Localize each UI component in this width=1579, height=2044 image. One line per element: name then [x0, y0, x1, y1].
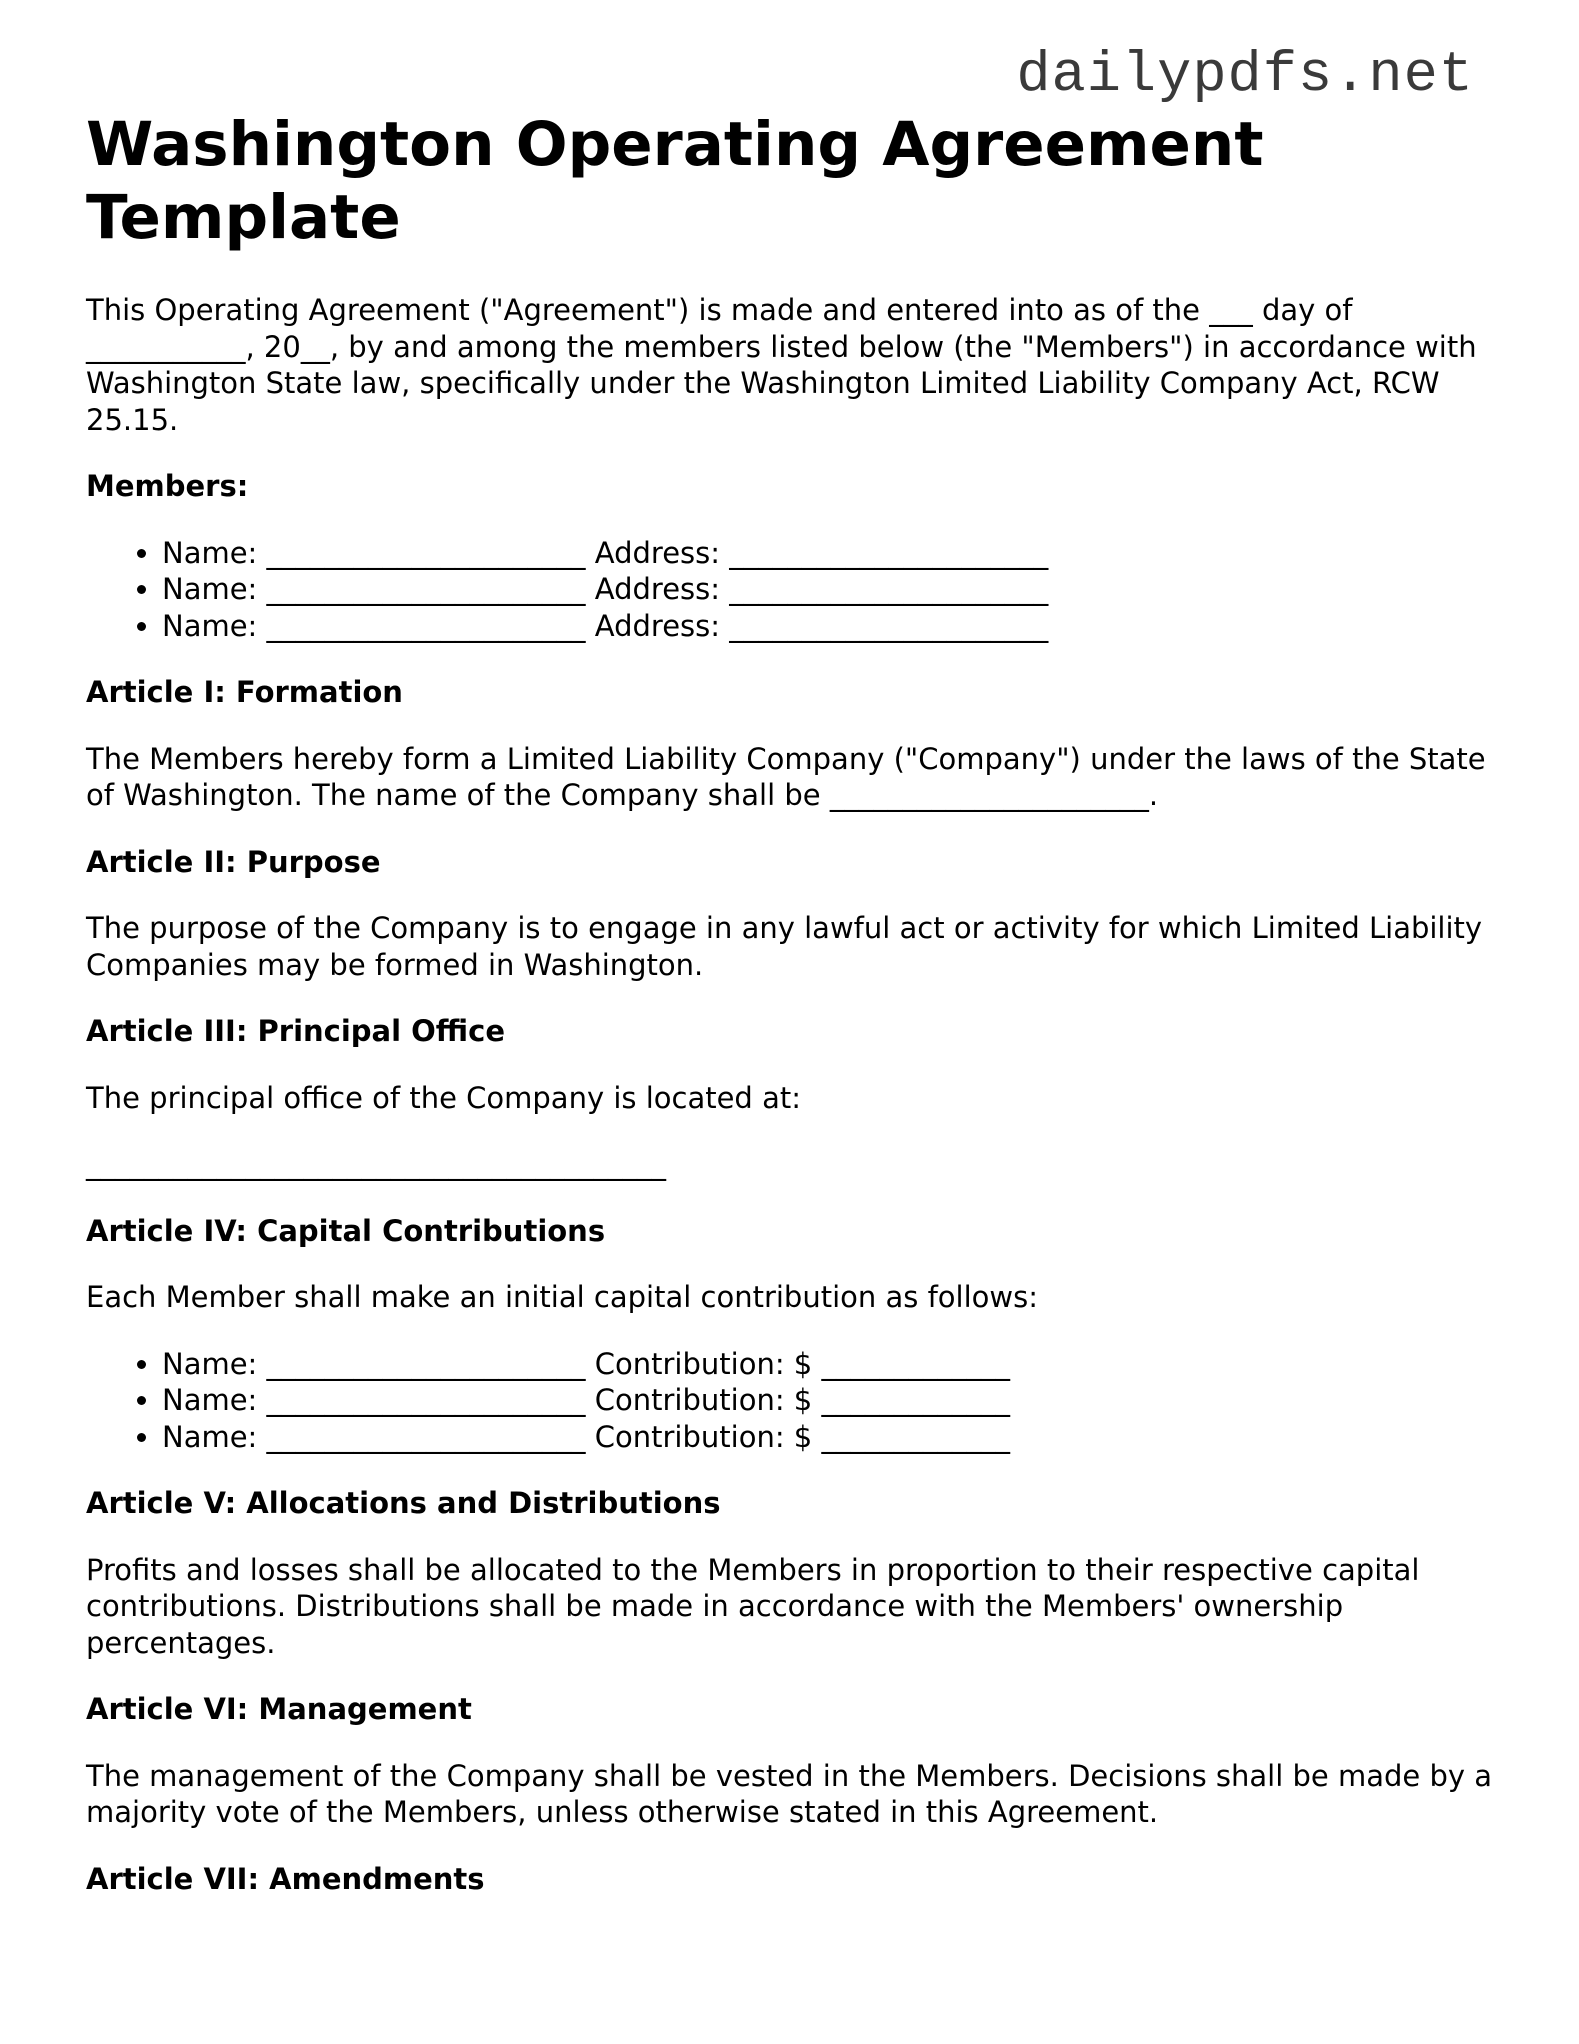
contribution-item: • Name: ______________________ Contribution: $ _____________	[162, 1382, 1506, 1419]
article-2-heading: Article II: Purpose	[86, 844, 381, 879]
document-body	[86, 108, 1506, 1927]
article-4-heading: Article IV: Capital Contributions	[86, 1213, 606, 1248]
article-3-text: The principal office of the Company is located at:	[86, 1080, 801, 1115]
member-item: • Name: ______________________ Address: ______________________	[162, 571, 1506, 608]
contribution-item: • Name: ______________________ Contribution: $ _____________	[162, 1419, 1506, 1456]
member-item: • Name: ______________________ Address: ______________________	[162, 608, 1506, 645]
contributions-list	[86, 1346, 1506, 1456]
article-2-text: The purpose of the Company is to engage in any lawful act or activity for which Limited Liability Companies may be formed in Washington.	[86, 911, 1483, 982]
contribution-item: • Name: ______________________ Contribution: $ _____________	[162, 1346, 1506, 1383]
article-7-heading: Article VII: Amendments	[86, 1861, 485, 1896]
article-4-text: Each Member shall make an initial capital contribution as follows:	[86, 1280, 1038, 1314]
article-1-heading: Article I: Formation	[86, 675, 403, 709]
document-title: Washington Operating Agreement Template	[86, 109, 1264, 253]
article-6-heading: Article VI: Management	[86, 1692, 472, 1726]
article-1-text: The Members hereby form a Limited Liability Company ("Company") under the laws of the State of Washington. The name of the Company shall be ______________________.	[86, 741, 1486, 812]
watermark: dailypdfs.net	[1016, 44, 1474, 108]
article-5-text: Profits and losses shall be allocated to the Members in proportion to their respective capital contributions. Distributions shall be made in accordance with the Members' ownership percentages.	[86, 1552, 1420, 1660]
members-heading: Members:	[86, 469, 249, 503]
member-item: • Name: ______________________ Address: ______________________	[162, 535, 1506, 572]
article-5-heading: Article V: Allocations and Distributions	[86, 1486, 721, 1520]
intro-paragraph: This Operating Agreement ("Agreement") is made and entered into as of the ___ day of ___________, 20__, by and among the members listed below (the "Members") in accordance with Washington State law, specifically under the Washington Limited Liability Company Act, RCW 25.15.	[86, 293, 1477, 437]
article-6-text: The management of the Company shall be vested in the Members. Decisions shall be made by a majority vote of the Members, unless otherwise stated in this Agreement.	[86, 1758, 1493, 1829]
principal-office-blank: ________________________________________	[86, 1147, 666, 1181]
article-3-heading: Article III: Principal Office	[86, 1014, 505, 1048]
members-list	[86, 535, 1506, 645]
